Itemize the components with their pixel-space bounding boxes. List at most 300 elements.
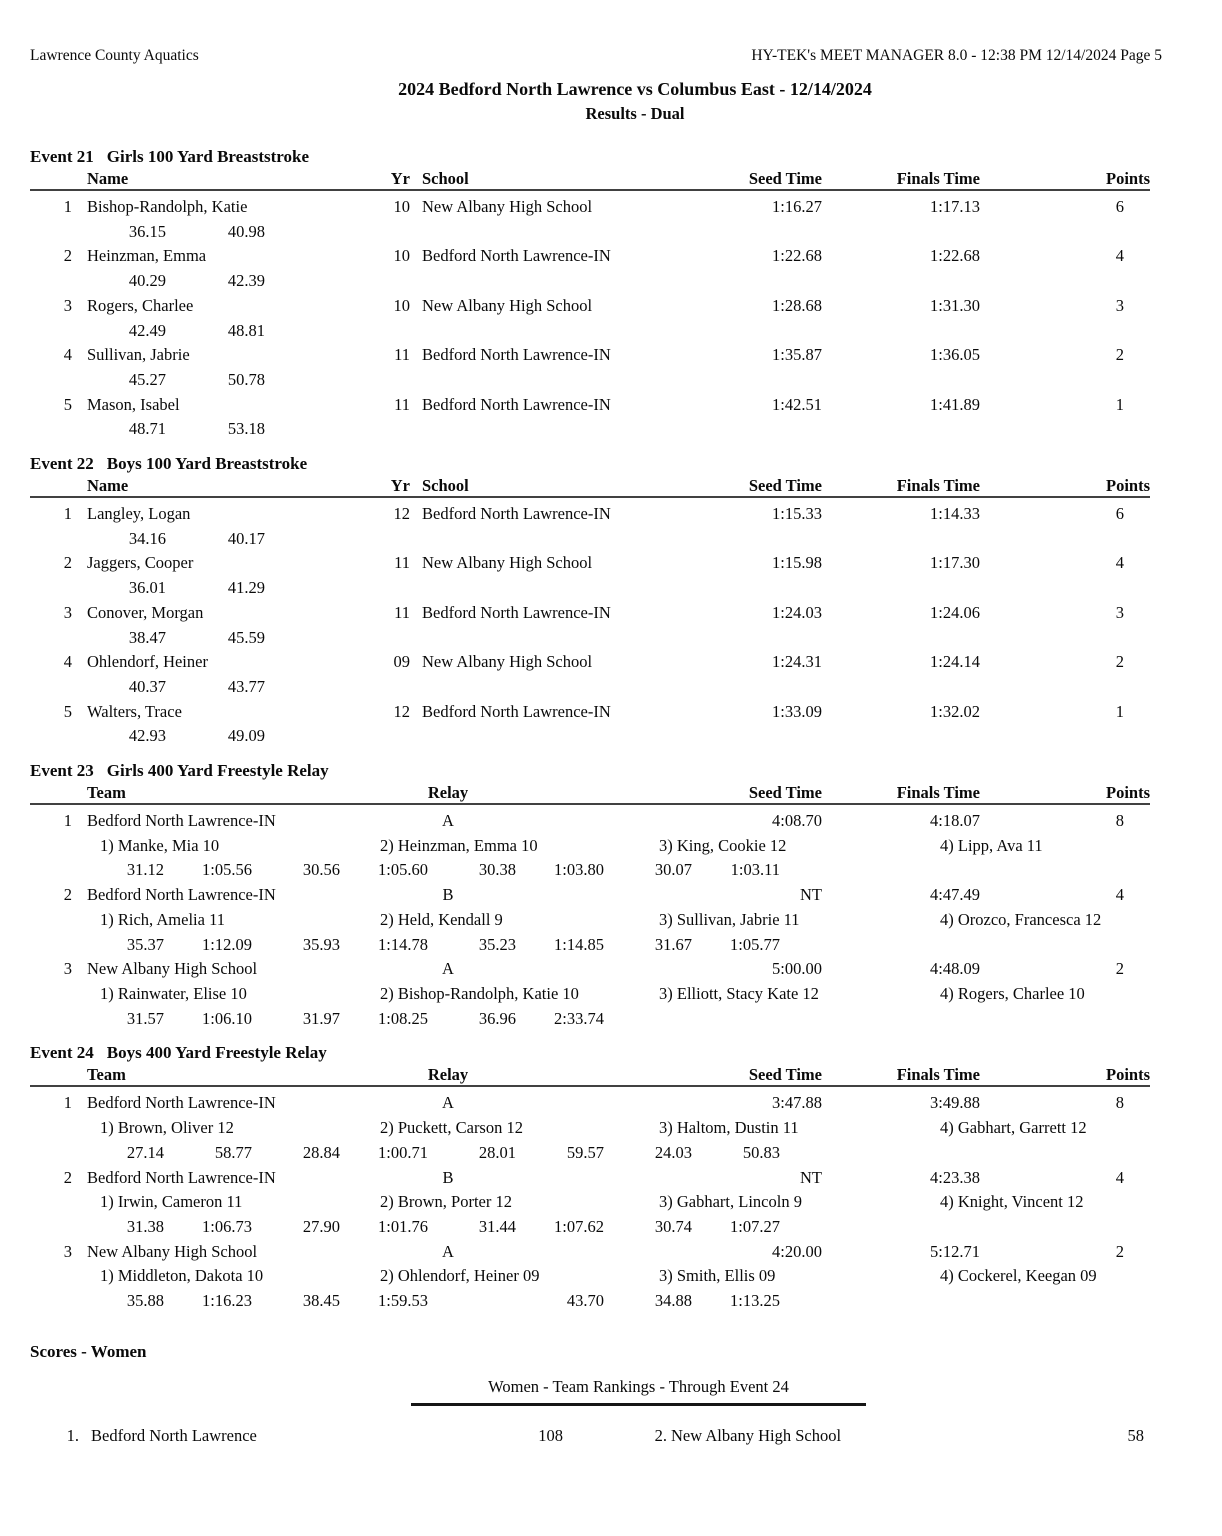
seed-time: NT	[800, 885, 822, 905]
split-time: 38.47	[128, 627, 166, 647]
col-seed-time: Seed Time	[748, 783, 822, 803]
place: 1	[63, 811, 72, 831]
place: 1	[63, 197, 72, 216]
split-time: 27.90	[302, 1216, 340, 1236]
points: 4	[1115, 1167, 1124, 1187]
split-time: 36.96	[478, 1008, 516, 1028]
col-relay: Relay	[427, 783, 469, 803]
col-team: Team	[87, 783, 126, 803]
split-time: 48.71	[128, 419, 166, 439]
relay-swimmer: 3) Sullivan, Jabrie 11	[659, 909, 800, 929]
relay-letter: A	[442, 1241, 454, 1261]
relay-swimmer: 3) Smith, Ellis 09	[659, 1266, 776, 1286]
column-spacer	[30, 834, 100, 859]
split-time: 38.45	[302, 1291, 340, 1311]
finals-time: 1:31.30	[930, 295, 980, 315]
event-23-section	[0, 759, 1222, 1031]
relay-swimmers-row	[30, 982, 1150, 1007]
school: New Albany High School	[422, 197, 593, 216]
relay-result-row	[30, 883, 1150, 908]
finals-time: 1:36.05	[930, 345, 980, 365]
result-row	[30, 601, 1150, 626]
split-time: 31.57	[126, 1008, 164, 1028]
seed-time: 1:42.51	[772, 394, 822, 414]
result-row	[30, 502, 1150, 527]
report-meta: HY-TEK's MEET MANAGER 8.0 - 12:38 PM 12/14/2024 Page 5	[751, 47, 1162, 64]
splits-row	[30, 675, 1150, 700]
splits-row	[30, 626, 1150, 651]
split-time: 40.17	[227, 528, 265, 548]
relay-team: Bedford North Lawrence-IN	[87, 1093, 276, 1113]
relay-result-row	[30, 957, 1150, 982]
split-time: 40.29	[128, 271, 166, 291]
finals-time: 1:41.89	[930, 394, 980, 414]
col-finals-time: Finals Time	[896, 169, 980, 188]
relay-letter: A	[442, 959, 454, 979]
relay-swimmer: 4) Lipp, Ava 11	[940, 835, 1043, 855]
col-team: Team	[87, 1065, 126, 1085]
relay-swimmer: 1) Irwin, Cameron 11	[100, 1192, 243, 1212]
col-school: School	[422, 476, 469, 496]
column-header-row	[30, 1065, 1150, 1087]
result-row	[30, 195, 1150, 220]
swimmer-name: Bishop-Randolph, Katie	[87, 197, 248, 216]
relay-letter: A	[442, 811, 454, 831]
split-time: 50.83	[742, 1142, 780, 1162]
split-time: 1:59.53	[378, 1291, 428, 1311]
report-type: Results - Dual	[585, 104, 685, 123]
column-spacer	[30, 169, 72, 188]
column-spacer	[30, 908, 100, 933]
split-time: 28.01	[478, 1142, 516, 1162]
split-time: 45.59	[227, 627, 265, 647]
swimmer-year: 12	[393, 701, 410, 721]
splits-row	[30, 1141, 1150, 1166]
seed-time: 1:28.68	[772, 295, 822, 315]
split-time: 35.88	[126, 1291, 164, 1311]
splits-row	[30, 858, 1150, 883]
school: New Albany High School	[422, 652, 593, 672]
relay-swimmer: 1) Rich, Amelia 11	[100, 909, 225, 929]
points: 8	[1115, 811, 1124, 831]
split-time: 1:07.62	[554, 1216, 604, 1236]
finals-time: 1:17.30	[930, 553, 980, 573]
place: 4	[63, 345, 72, 365]
relay-result-row	[30, 1240, 1150, 1265]
split-time: 2:33.74	[554, 1008, 604, 1028]
relay-team: Bedford North Lawrence-IN	[87, 811, 276, 831]
swimmer-name: Rogers, Charlee	[87, 295, 194, 315]
column-spacer	[30, 982, 100, 1007]
relay-team: New Albany High School	[87, 1241, 258, 1261]
points: 6	[1115, 504, 1124, 524]
team-points: 58	[1127, 1425, 1144, 1445]
seed-time: 1:15.33	[772, 504, 822, 524]
split-time: 31.67	[654, 934, 692, 954]
relay-swimmer: 3) King, Cookie 12	[659, 835, 787, 855]
split-time: 36.15	[128, 221, 166, 241]
event-description: Boys 100 Yard Breaststroke	[106, 454, 308, 474]
split-time: 28.84	[302, 1142, 340, 1162]
split-time: 30.56	[302, 860, 340, 880]
split-time: 40.37	[128, 676, 166, 696]
split-time: 31.44	[478, 1216, 516, 1236]
splits-row	[30, 269, 1150, 294]
split-time: 58.77	[214, 1142, 252, 1162]
col-yr: Yr	[390, 476, 410, 496]
team-rankings-header	[411, 1376, 866, 1406]
swimmer-year: 12	[393, 504, 410, 524]
rank: 1.	[66, 1425, 79, 1445]
col-points: Points	[1105, 783, 1150, 803]
event-24-section	[0, 1041, 1222, 1313]
split-time: 31.12	[126, 860, 164, 880]
result-row	[30, 650, 1150, 675]
swimmer-name: Mason, Isabel	[87, 394, 180, 414]
result-row	[30, 244, 1150, 269]
school: Bedford North Lawrence-IN	[422, 504, 611, 524]
split-time: 35.93	[302, 934, 340, 954]
event-21-section	[0, 145, 1222, 442]
col-seed-time: Seed Time	[748, 169, 822, 188]
splits-row	[30, 1007, 1150, 1032]
relay-team: Bedford North Lawrence-IN	[87, 1167, 276, 1187]
points: 2	[1115, 1241, 1124, 1261]
finals-time: 1:17.13	[930, 197, 980, 216]
event-number: Event 21	[30, 147, 94, 166]
relay-result-row	[30, 1166, 1150, 1191]
place: 2	[63, 885, 72, 905]
points: 2	[1115, 652, 1124, 672]
place: 3	[63, 295, 72, 315]
relay-swimmer: 3) Haltom, Dustin 11	[659, 1118, 799, 1138]
result-row	[30, 343, 1150, 368]
place: 2	[63, 246, 72, 266]
relay-swimmer: 2) Ohlendorf, Heiner 09	[380, 1266, 540, 1286]
split-time: 49.09	[227, 726, 265, 746]
finals-time: 4:47.49	[930, 885, 980, 905]
relay-swimmers-row	[30, 1116, 1150, 1141]
relay-swimmer: 2) Heinzman, Emma 10	[380, 835, 538, 855]
organization-name: Lawrence County Aquatics	[30, 47, 199, 64]
place: 5	[63, 394, 72, 414]
split-time: 1:08.25	[378, 1008, 428, 1028]
split-time: 1:12.09	[202, 934, 252, 954]
split-time: 41.29	[227, 578, 265, 598]
relay-letter: A	[442, 1093, 454, 1113]
relay-letter: B	[442, 1167, 454, 1187]
school: Bedford North Lawrence-IN	[422, 602, 611, 622]
school: Bedford North Lawrence-IN	[422, 345, 611, 365]
relay-swimmers-row	[30, 908, 1150, 933]
column-spacer	[30, 476, 72, 495]
swimmer-year: 11	[394, 394, 410, 414]
column-header-row	[30, 169, 1150, 191]
relay-swimmer: 4) Cockerel, Keegan 09	[940, 1266, 1097, 1286]
seed-time: 1:15.98	[772, 553, 822, 573]
split-time: 45.27	[128, 369, 166, 389]
column-spacer	[30, 783, 72, 802]
seed-time: 1:24.31	[772, 652, 822, 672]
col-school: School	[422, 169, 469, 188]
splits-row	[30, 220, 1150, 245]
relay-swimmer: 3) Gabhart, Lincoln 9	[659, 1192, 802, 1212]
split-time: 1:05.60	[378, 860, 428, 880]
swimmer-name: Conover, Morgan	[87, 602, 204, 622]
split-time: 53.18	[227, 419, 265, 439]
relay-swimmer: 2) Bishop-Randolph, Katie 10	[380, 983, 579, 1003]
split-time: 30.07	[654, 860, 692, 880]
split-time: 50.78	[227, 369, 265, 389]
column-spacer	[30, 1264, 100, 1289]
place: 2	[63, 553, 72, 573]
event-number: Event 22	[30, 454, 94, 474]
place: 3	[63, 1241, 72, 1261]
split-time: 30.74	[654, 1216, 692, 1236]
relay-swimmer: 2) Held, Kendall 9	[380, 909, 503, 929]
splits-row	[30, 1215, 1150, 1240]
split-time: 59.57	[566, 1142, 604, 1162]
split-time: 42.49	[128, 320, 166, 340]
split-time	[692, 1007, 780, 1032]
split-time: 1:01.76	[378, 1216, 428, 1236]
points: 4	[1115, 246, 1124, 266]
finals-time: 1:32.02	[930, 701, 980, 721]
relay-result-row	[30, 1091, 1150, 1116]
finals-time: 4:23.38	[930, 1167, 980, 1187]
relay-swimmer: 1) Middleton, Dakota 10	[100, 1266, 264, 1286]
split-time	[428, 1289, 516, 1314]
column-spacer	[30, 1065, 72, 1084]
seed-time: 5:00.00	[772, 959, 822, 979]
split-time: 31.38	[126, 1216, 164, 1236]
splits-row	[30, 1289, 1150, 1314]
finals-time: 1:22.68	[930, 246, 980, 266]
seed-time: 1:24.03	[772, 602, 822, 622]
split-time: 1:00.71	[378, 1142, 428, 1162]
col-finals-time: Finals Time	[896, 783, 980, 803]
finals-time: 1:24.06	[930, 602, 980, 622]
column-header-row	[30, 476, 1150, 498]
split-time: 27.14	[126, 1142, 164, 1162]
points: 4	[1115, 885, 1124, 905]
col-name: Name	[87, 476, 129, 496]
relay-swimmer: 4) Orozco, Francesca 12	[940, 909, 1102, 929]
result-row	[30, 393, 1150, 418]
swimmer-name: Ohlendorf, Heiner	[87, 652, 208, 672]
finals-time: 3:49.88	[930, 1093, 980, 1113]
event-22-title	[30, 452, 1150, 476]
result-row	[30, 700, 1150, 725]
relay-swimmer: 2) Puckett, Carson 12	[380, 1118, 523, 1138]
event-24-title	[30, 1041, 1150, 1065]
split-time: 1:14.78	[378, 934, 428, 954]
seed-time: NT	[800, 1167, 822, 1187]
splits-row	[30, 368, 1150, 393]
event-description: Girls 400 Yard Freestyle Relay	[106, 761, 329, 781]
points: 6	[1115, 197, 1124, 216]
col-seed-time: Seed Time	[748, 476, 822, 496]
event-description: Boys 400 Yard Freestyle Relay	[106, 1043, 327, 1063]
swimmer-year: 11	[394, 553, 410, 573]
finals-time: 4:48.09	[930, 959, 980, 979]
place: 5	[63, 701, 72, 721]
swimmer-name: Sullivan, Jabrie	[87, 345, 190, 365]
points: 3	[1115, 295, 1124, 315]
splits-row	[30, 319, 1150, 344]
col-points: Points	[1105, 169, 1150, 188]
relay-swimmer: 2) Brown, Porter 12	[380, 1192, 512, 1212]
split-time: 1:07.27	[730, 1216, 780, 1236]
points: 1	[1115, 701, 1124, 721]
col-seed-time: Seed Time	[748, 1065, 822, 1085]
splits-row	[30, 527, 1150, 552]
points: 2	[1115, 345, 1124, 365]
event-21-title	[30, 145, 1150, 169]
school: Bedford North Lawrence-IN	[422, 701, 611, 721]
split-time: 42.93	[128, 726, 166, 746]
swimmer-name: Walters, Trace	[87, 701, 182, 721]
points: 8	[1115, 1093, 1124, 1113]
finals-time: 1:14.33	[930, 504, 980, 524]
split-time: 30.38	[478, 860, 516, 880]
relay-team: New Albany High School	[87, 959, 258, 979]
finals-time: 1:24.14	[930, 652, 980, 672]
relay-team: Bedford North Lawrence-IN	[87, 885, 276, 905]
column-spacer	[30, 1116, 100, 1141]
place: 1	[63, 504, 72, 524]
split-time: 48.81	[227, 320, 265, 340]
split-time: 24.03	[654, 1142, 692, 1162]
swimmer-name: Jaggers, Cooper	[87, 553, 194, 573]
event-23-title	[30, 759, 1150, 783]
seed-time: 4:08.70	[772, 811, 822, 831]
place: 2	[63, 1167, 72, 1187]
place: 1	[63, 1093, 72, 1113]
meet-title: 2024 Bedford North Lawrence vs Columbus East - 12/14/2024	[398, 79, 872, 99]
split-time: 40.98	[227, 221, 265, 241]
split-time: 1:13.25	[730, 1291, 780, 1311]
place: 3	[63, 959, 72, 979]
event-description: Girls 100 Yard Breaststroke	[106, 147, 310, 166]
split-time: 1:03.11	[730, 860, 780, 880]
school: New Albany High School	[422, 553, 593, 573]
col-finals-time: Finals Time	[896, 476, 980, 496]
team-name: New Albany High School	[671, 1425, 842, 1445]
split-time: 1:05.77	[730, 934, 780, 954]
column-spacer	[30, 1190, 100, 1215]
seed-time: 4:20.00	[772, 1241, 822, 1261]
school: New Albany High School	[422, 295, 593, 315]
col-yr: Yr	[390, 169, 410, 188]
result-row	[30, 551, 1150, 576]
rank: 2.	[654, 1425, 667, 1445]
relay-swimmer: 1) Brown, Oliver 12	[100, 1118, 234, 1138]
school: Bedford North Lawrence-IN	[422, 394, 611, 414]
event-number: Event 24	[30, 1043, 94, 1063]
col-points: Points	[1105, 476, 1150, 496]
swimmer-name: Heinzman, Emma	[87, 246, 207, 266]
school: Bedford North Lawrence-IN	[422, 246, 611, 266]
split-time: 36.01	[128, 578, 166, 598]
split-time: 35.23	[478, 934, 516, 954]
col-finals-time: Finals Time	[896, 1065, 980, 1085]
split-time: 43.70	[566, 1291, 604, 1311]
split-time: 43.77	[227, 676, 265, 696]
seed-time: 3:47.88	[772, 1093, 822, 1113]
relay-swimmers-row	[30, 1264, 1150, 1289]
split-time: 1:05.56	[202, 860, 252, 880]
relay-swimmer: 1) Rainwater, Elise 10	[100, 983, 247, 1003]
relay-swimmer: 3) Elliott, Stacy Kate 12	[659, 983, 819, 1003]
finals-time: 5:12.71	[930, 1241, 980, 1261]
col-name: Name	[87, 169, 129, 188]
scores-section-title: Scores - Women	[30, 1341, 147, 1361]
team-points: 108	[538, 1425, 563, 1445]
split-time: 42.39	[227, 271, 265, 291]
swimmer-name: Langley, Logan	[87, 504, 191, 524]
split-time: 34.88	[654, 1291, 692, 1311]
event-22-section	[0, 452, 1222, 749]
relay-swimmer: 4) Rogers, Charlee 10	[940, 983, 1085, 1003]
page-header	[0, 46, 1222, 65]
swimmer-year: 10	[393, 295, 410, 315]
seed-time: 1:16.27	[772, 197, 822, 216]
split-time: 1:06.10	[202, 1008, 252, 1028]
event-number: Event 23	[30, 761, 94, 781]
relay-letter: B	[442, 885, 454, 905]
split-time: 1:03.80	[554, 860, 604, 880]
splits-row	[30, 933, 1150, 958]
swimmer-year: 11	[394, 345, 410, 365]
seed-time: 1:22.68	[772, 246, 822, 266]
place: 3	[63, 602, 72, 622]
split-time	[604, 1007, 692, 1032]
splits-row	[30, 724, 1150, 749]
split-time: 35.37	[126, 934, 164, 954]
split-time: 1:06.73	[202, 1216, 252, 1236]
col-relay: Relay	[427, 1065, 469, 1085]
relay-swimmer: 1) Manke, Mia 10	[100, 835, 220, 855]
split-time: 1:14.85	[554, 934, 604, 954]
seed-time: 1:35.87	[772, 345, 822, 365]
swimmer-year: 11	[394, 602, 410, 622]
finals-time: 4:18.07	[930, 811, 980, 831]
splits-row	[30, 417, 1150, 442]
points: 1	[1115, 394, 1124, 414]
place: 4	[63, 652, 72, 672]
points: 2	[1115, 959, 1124, 979]
col-points: Points	[1105, 1065, 1150, 1085]
swimmer-year: 10	[393, 197, 410, 216]
swimmer-year: 10	[393, 246, 410, 266]
swimmer-year: 09	[393, 652, 410, 672]
team-rankings-title: Women - Team Rankings - Through Event 24	[488, 1376, 789, 1396]
relay-result-row	[30, 809, 1150, 834]
team-rankings-row	[0, 1424, 1222, 1449]
result-row	[30, 294, 1150, 319]
relay-swimmer: 4) Gabhart, Garrett 12	[940, 1118, 1087, 1138]
split-time: 31.97	[302, 1008, 340, 1028]
relay-swimmers-row	[30, 1190, 1150, 1215]
relay-swimmer: 4) Knight, Vincent 12	[940, 1192, 1084, 1212]
splits-row	[30, 576, 1150, 601]
team-name: Bedford North Lawrence	[91, 1425, 257, 1445]
split-time: 1:16.23	[202, 1291, 252, 1311]
points: 3	[1115, 602, 1124, 622]
split-time: 34.16	[128, 528, 166, 548]
column-header-row	[30, 783, 1150, 805]
